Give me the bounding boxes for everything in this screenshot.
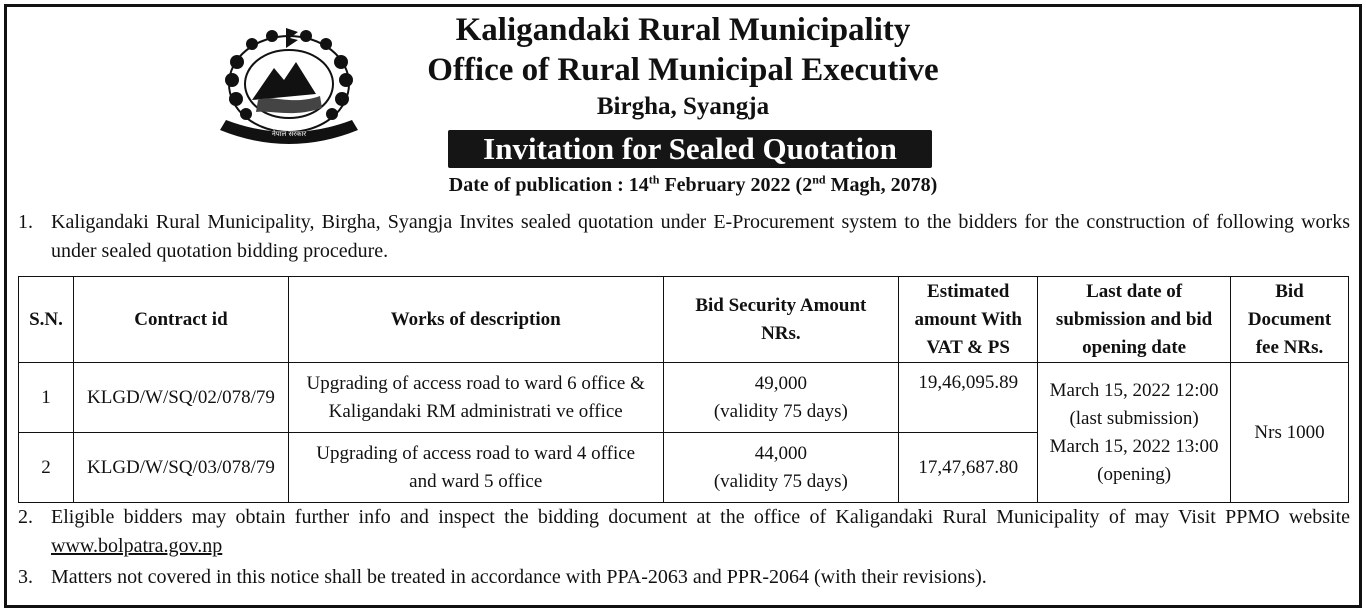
cell-sn: 1 xyxy=(19,363,74,433)
cell-description: Upgrading of access road to ward 4 office and ward 5 office xyxy=(288,433,663,503)
col-sn: S.N. xyxy=(19,277,74,363)
cell-estimate: 17,47,687.80 xyxy=(899,433,1038,503)
col-description: Works of description xyxy=(288,277,663,363)
col-estimate: Estimated amount With VAT & PS xyxy=(899,277,1038,363)
clause-2 xyxy=(18,503,1350,561)
cell-sn: 2 xyxy=(19,433,74,503)
cell-last-date: March 15, 2022 12:00 (last submission) March 15, 2022 13:00 (opening) xyxy=(1038,363,1231,503)
notice-title-banner: Invitation for Sealed Quotation xyxy=(448,130,932,168)
col-contract-id: Contract id xyxy=(73,277,288,363)
cell-description: Upgrading of access road to ward 6 office & Kaligandaki RM administrati ve office xyxy=(288,363,663,433)
clause-3 xyxy=(18,563,1350,592)
clause-text: Kaligandaki Rural Municipality, Birgha, Syangja Invites sealed quotation under E-Procurement system to the bidders for the construction of following works under sealed quotation bidding procedure. xyxy=(51,211,1350,262)
cell-bid-security: 44,000 (validity 75 days) xyxy=(663,433,899,503)
publication-date: Date of publication : 14th February 2022 (2nd Magh, 2078) xyxy=(448,172,938,196)
svg-text:नेपाल सरकार: नेपाल सरकार xyxy=(271,130,307,138)
col-bid-security: Bid Security Amount NRs. xyxy=(663,277,899,363)
cell-estimate: 19,46,095.89 xyxy=(899,363,1038,433)
col-last-date: Last date of submission and bid opening date xyxy=(1038,277,1231,363)
clause-text: Eligible bidders may obtain further info and inspect the bidding document at the office of Kaligandaki Rural Municipality of may Visit PPMO website www.bolpatra.gov.np xyxy=(51,506,1350,557)
table-header-row xyxy=(19,277,1349,363)
clause-number: 3. xyxy=(18,566,33,588)
table-row xyxy=(19,363,1349,433)
office-location: Birgha, Syangja xyxy=(596,93,770,120)
cell-bid-security: 49,000 (validity 75 days) xyxy=(663,363,899,433)
ppmo-website-link[interactable]: www.bolpatra.gov.np xyxy=(51,535,223,557)
clause-number: 2. xyxy=(18,506,33,528)
clause-1 xyxy=(18,208,1350,266)
cell-contract-id: KLGD/W/SQ/02/078/79 xyxy=(73,363,288,433)
municipality-name: Kaligandaki Rural Municipality xyxy=(455,12,911,48)
office-name: Office of Rural Municipal Executive xyxy=(427,52,939,88)
cell-fee: Nrs 1000 xyxy=(1231,363,1349,503)
cell-contract-id: KLGD/W/SQ/03/078/79 xyxy=(73,433,288,503)
col-fee: Bid Document fee NRs. xyxy=(1231,277,1349,363)
contracts-table xyxy=(18,276,1349,503)
clause-text: Matters not covered in this notice shall be treated in accordance with PPA-2063 and PPR-2064 (with their revisions). xyxy=(51,566,987,588)
clause-number: 1. xyxy=(18,211,33,233)
